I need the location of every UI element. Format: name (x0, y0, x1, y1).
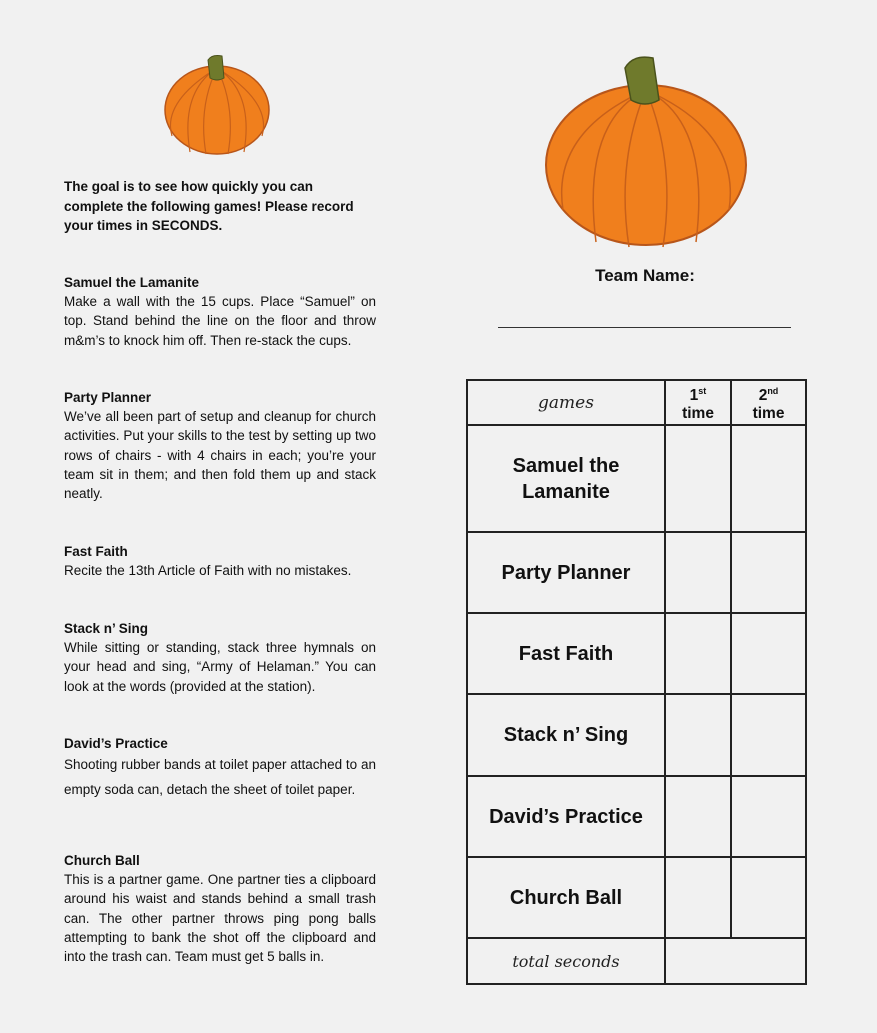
table-row-game: Church Ball (509, 886, 623, 909)
table-row-game: Samuel the Lamanite (512, 454, 620, 503)
game-description (64, 620, 376, 696)
table-row-game: Party Planner (501, 561, 631, 584)
first-time-word: time (682, 405, 714, 423)
small-pumpkin-icon (160, 52, 275, 157)
first-time-num: 1 (689, 387, 699, 405)
table-row-game: Stack n’ Sing (503, 724, 629, 746)
game-description (64, 543, 376, 580)
large-pumpkin-icon (541, 52, 751, 250)
game-title: Fast Faith (64, 544, 128, 559)
game-title: Stack n’ Sing (64, 621, 149, 636)
game-text: We’ve all been part of setup and cleanup for church activities. Put your skills to the test by setting up two rows of chairs - with 4 chairs in each; you’re your team sit in them; and then fold them up and stack neatly. (64, 409, 376, 502)
game-text: Make a wall with the 15 cups. Place “Samuel” on top. Stand behind the line on the floor and throw m&m’s to knock him off. Then re-stack the cups. (64, 294, 376, 348)
game-title: Church Ball (64, 853, 140, 868)
instructions-intro: The goal is to see how quickly you can complete the following games! Please record your times in SECONDS. (64, 179, 354, 233)
second-time-num: 2 (758, 387, 768, 405)
total-seconds-label: total seconds (512, 951, 620, 971)
game-text: While sitting or standing, stack three hymnals on your head and sing, “Army of Helaman.” You can look at the words (provided at the station). (64, 640, 376, 694)
game-title: Samuel the Lamanite (64, 275, 200, 290)
table-row-game: David’s Practice (489, 805, 643, 828)
game-text: This is a partner game. One partner ties a clipboard around his waist and stands behind a small trash can. The other partner throws ping pong balls attempting to bank the shot off the clipboard and into the trash can. Team must get 5 balls in. (64, 872, 376, 965)
game-title: David’s Practice (64, 736, 168, 751)
second-time-word: time (752, 405, 785, 423)
game-text: Shooting rubber bands at toilet paper attached to an empty soda can, detach the sheet of toilet paper. (64, 757, 376, 797)
game-description (64, 852, 376, 966)
game-title: Party Planner (64, 390, 152, 405)
game-description (64, 274, 376, 350)
team-name-field[interactable] (498, 327, 791, 328)
games-header: games (538, 392, 594, 413)
first-time-header (666, 381, 730, 424)
second-time-header (732, 381, 805, 424)
first-time-sup: st (698, 385, 707, 396)
game-description (64, 389, 376, 503)
team-name-label: Team Name: (595, 266, 695, 285)
game-text: Recite the 13th Article of Faith with no mistakes. (64, 563, 352, 578)
table-row-game: Fast Faith (518, 642, 614, 665)
game-description (64, 735, 376, 802)
second-time-sup: nd (767, 385, 779, 396)
